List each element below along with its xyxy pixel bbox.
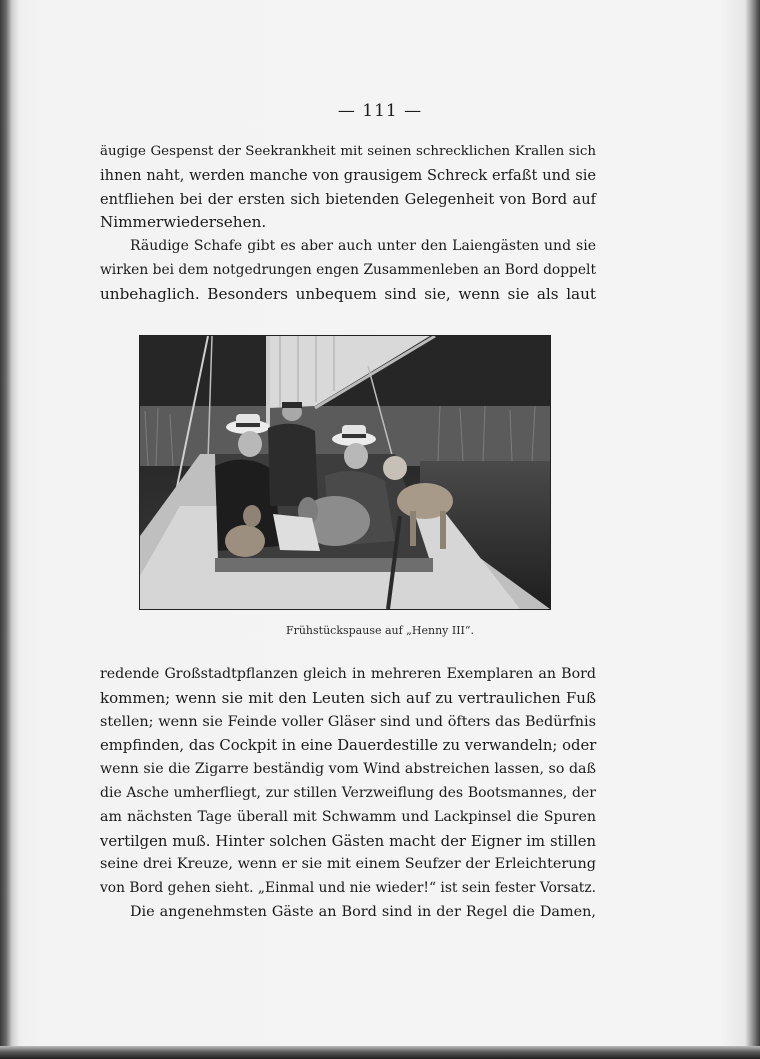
paragraph-block-bottom [100, 663, 596, 925]
text-line: entfliehen bei der ersten sich bietenden Gelegenheit von Bord auf [100, 190, 596, 208]
paragraph-block-top [100, 140, 596, 307]
text-line: ihnen naht, werden manche von grausigem Schreck erfaßt und sie [100, 166, 596, 184]
text-line: die Asche umherfliegt, zur stillen Verzweiflung des Bootsmannes, der [100, 784, 596, 801]
text-line: unbehaglich. Besonders unbequem sind sie, wenn sie als laut [100, 284, 596, 303]
text-line: Räudige Schafe gibt es aber auch unter den Laiengästen und sie [130, 238, 596, 255]
figure-caption: Frühstückspause auf „Henny III“. [285, 624, 475, 637]
text-line: äugige Gespenst der Seekrankheit mit seinen schrecklichen Krallen sich [100, 144, 596, 159]
page-number: — 111 — [337, 101, 423, 121]
text-line: von Bord gehen sieht. „Einmal und nie wieder!“ ist sein fester Vorsatz. [100, 880, 596, 897]
text-line: seine drei Kreuze, wenn er sie mit einem Seufzer der Erleichterung [100, 856, 596, 873]
text-line: redende Großstadtpflanzen gleich in mehreren Exemplaren an Bord [100, 666, 596, 682]
text-line: kommen; wenn sie mit den Leuten sich auf zu vertraulichen Fuß [100, 688, 596, 707]
photograph [139, 335, 551, 610]
text-line: wirken bei dem notgedrungen engen Zusammenleben an Bord doppelt [100, 261, 596, 278]
text-line: Die angenehmsten Gäste an Bord sind in der Regel die Damen, [130, 903, 596, 920]
text-line: am nächsten Tage überall mit Schwamm und Lackpinsel die Spuren [100, 808, 596, 825]
page-bottom-edge [0, 1046, 760, 1059]
text-line: Nimmerwiedersehen. [100, 213, 267, 232]
text-line: vertilgen muß. Hinter solchen Gästen macht der Eigner im stillen [100, 832, 596, 850]
text-line: empfinden, das Cockpit in eine Dauerdestille zu verwandeln; oder [100, 737, 597, 755]
text-line: stellen; wenn sie Feinde voller Gläser sind und öfters das Bedürfnis [100, 713, 596, 730]
text-line: wenn sie die Zigarre beständig vom Wind abstreichen lassen, so daß [100, 761, 596, 778]
photo-sailboat-breakfast [140, 336, 550, 609]
